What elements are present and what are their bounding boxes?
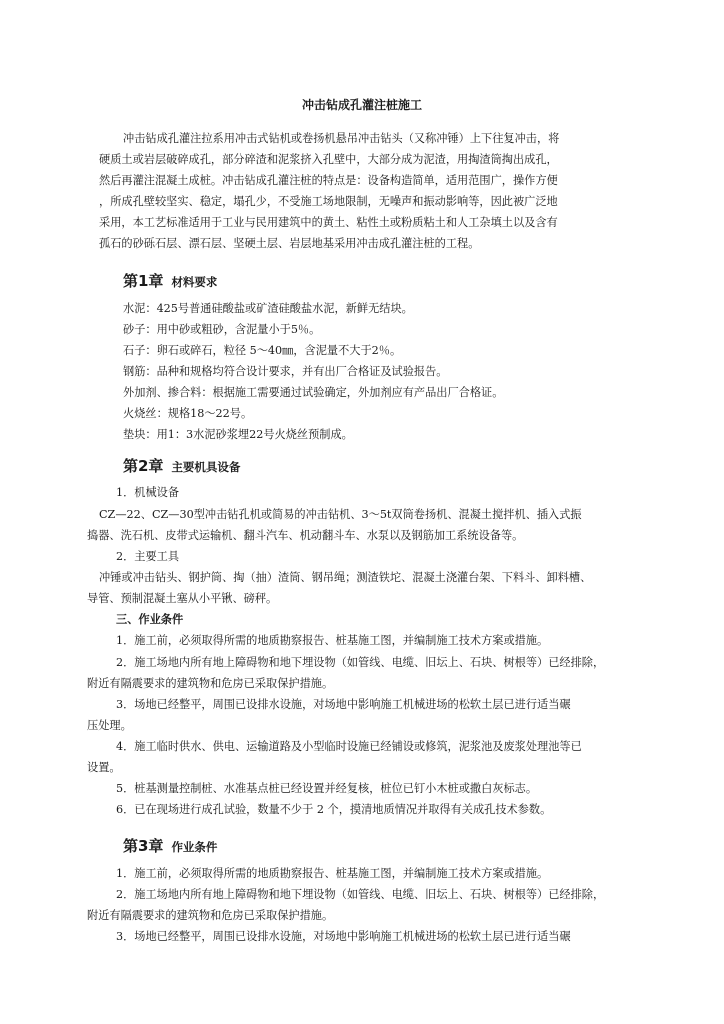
condition-line: 6．已在现场进行成孔试验，数量不少于 2 个，摸清地质情况并取得有关成孔技术参数。 bbox=[116, 803, 552, 816]
material-item: 火烧丝：规格18～22号。 bbox=[123, 407, 253, 420]
intro-line: ，所成孔壁较坚实、稳定，塌孔少，不受施工场地限制，无噪声和振动影响等，因此被广泛地 bbox=[99, 195, 558, 208]
condition-line: 5．桩基测量控制桩、水准基点桩已经设置并经复核，桩位已钉小木桩或撒白灰标志。 bbox=[116, 782, 538, 795]
section-heading: 三、作业条件 bbox=[116, 613, 184, 626]
condition-line: 1．施工前，必须取得所需的地质勘察报告、桩基施工图，并编制施工技术方案或措施。 bbox=[116, 634, 549, 647]
equipment-line: 冲锤或冲击钻头、钢护筒、掏（抽）渣筒、钢吊绳；测渣铁坨、混凝土浇灌台架、下料斗、卸料槽、 bbox=[99, 571, 592, 584]
intro-line: 采用，本工艺标准适用于工业与民用建筑中的黄土、粘性土或粉质粘土和人工杂填土以及含有 bbox=[99, 216, 558, 229]
condition-line: 4．施工临时供水、供电、运输道路及小型临时设施已经铺设或修筑，泥浆池及废浆处理池等已 bbox=[116, 740, 582, 753]
material-item: 垫块：用1：3水泥砂浆埋22号火烧丝预制成。 bbox=[123, 428, 353, 441]
equipment-line: 捣器、洗石机、皮带式运输机、翻斗汽车、机动翻斗车、水泵以及钢筋加工系统设备等。 bbox=[87, 529, 524, 542]
condition-line: 设置。 bbox=[87, 761, 121, 774]
chapter-number: 第3章 bbox=[123, 837, 164, 855]
material-item: 外加剂、掺合料：根据施工需要通过试验确定，外加剂应有产品出厂合格证。 bbox=[123, 386, 504, 399]
condition-line: 2．施工场地内所有地上障碍物和地下埋设物（如管线、电缆、旧坛上、石块、树根等）已经排除， bbox=[116, 888, 605, 901]
condition-line: 1．施工前，必须取得所需的地质勘察报告、桩基施工图，并编制施工技术方案或措施。 bbox=[116, 867, 549, 880]
equipment-line: 1．机械设备 bbox=[116, 486, 180, 499]
condition-line: 2．施工场地内所有地上障碍物和地下埋设物（如管线、电缆、旧坛上、石块、树根等）已经排除， bbox=[116, 656, 605, 669]
equipment-line: CZ—22、CZ—30型冲击钻孔机或简易的冲击钻机、3～5t双筒卷扬机、混凝土搅拌机、插入式振 bbox=[99, 508, 582, 521]
chapter-number: 第1章 bbox=[123, 272, 164, 290]
condition-line: 3．场地已经整平，周围已设排水设施，对场地中影响施工机械进场的松软土层已进行适当碾 bbox=[116, 930, 571, 943]
chapter-number: 第2章 bbox=[123, 457, 164, 475]
intro-line: 冲击钻成孔灌注拉系用冲击式钻机或卷扬机悬吊冲击钻头（又称冲锤）上下往复冲击，将 bbox=[123, 132, 560, 145]
chapter-name: 作业条件 bbox=[171, 840, 218, 854]
chapter-1-heading bbox=[123, 264, 217, 292]
document-title: 冲击钻成孔灌注桩施工 bbox=[301, 98, 422, 112]
material-item: 钢筋：品种和规格均符合设计要求，并有出厂合格证及试验报告。 bbox=[123, 365, 448, 378]
equipment-line: 导管、预制混凝土塞从小平锹、磅秤。 bbox=[87, 592, 278, 605]
intro-line: 硬质土或岩层破碎成孔，部分碎渣和泥浆挤入孔壁中，大部分成为泥渣，用掏渣筒掏出成孔， bbox=[99, 153, 558, 166]
material-item: 石子：卵石或碎石，粒径 5～40㎜，含泥量不大于2％。 bbox=[123, 344, 402, 357]
material-item: 砂子：用中砂或粗砂，含泥量小于5％。 bbox=[123, 323, 321, 336]
intro-line: 孤石的砂砾石层、漂石层、坚硬土层、岩层地基采用冲击成孔灌注桩的工程。 bbox=[99, 237, 480, 250]
intro-line: 然后再灌注混凝土成桩。冲击钻成孔灌注桩的特点是：设备构造简单，适用范围广，操作方便 bbox=[99, 174, 558, 187]
chapter-2-heading bbox=[123, 449, 240, 477]
chapter-name: 材料要求 bbox=[171, 275, 218, 289]
material-item: 水泥：425号普通硅酸盐或矿渣硅酸盐水泥，新鲜无结块。 bbox=[123, 302, 413, 315]
equipment-line: 2．主要工具 bbox=[116, 550, 180, 563]
condition-line: 3．场地已经整平，周围已设排水设施，对场地中影响施工机械进场的松软土层已进行适当碾 bbox=[116, 698, 571, 711]
condition-line: 附近有隔震要求的建筑物和危房已采取保护措施。 bbox=[87, 677, 334, 690]
condition-line: 附近有隔震要求的建筑物和危房已采取保护措施。 bbox=[87, 909, 334, 922]
chapter-3-heading bbox=[123, 829, 217, 857]
condition-line: 压处理。 bbox=[87, 719, 132, 732]
chapter-name: 主要机具设备 bbox=[171, 460, 241, 474]
